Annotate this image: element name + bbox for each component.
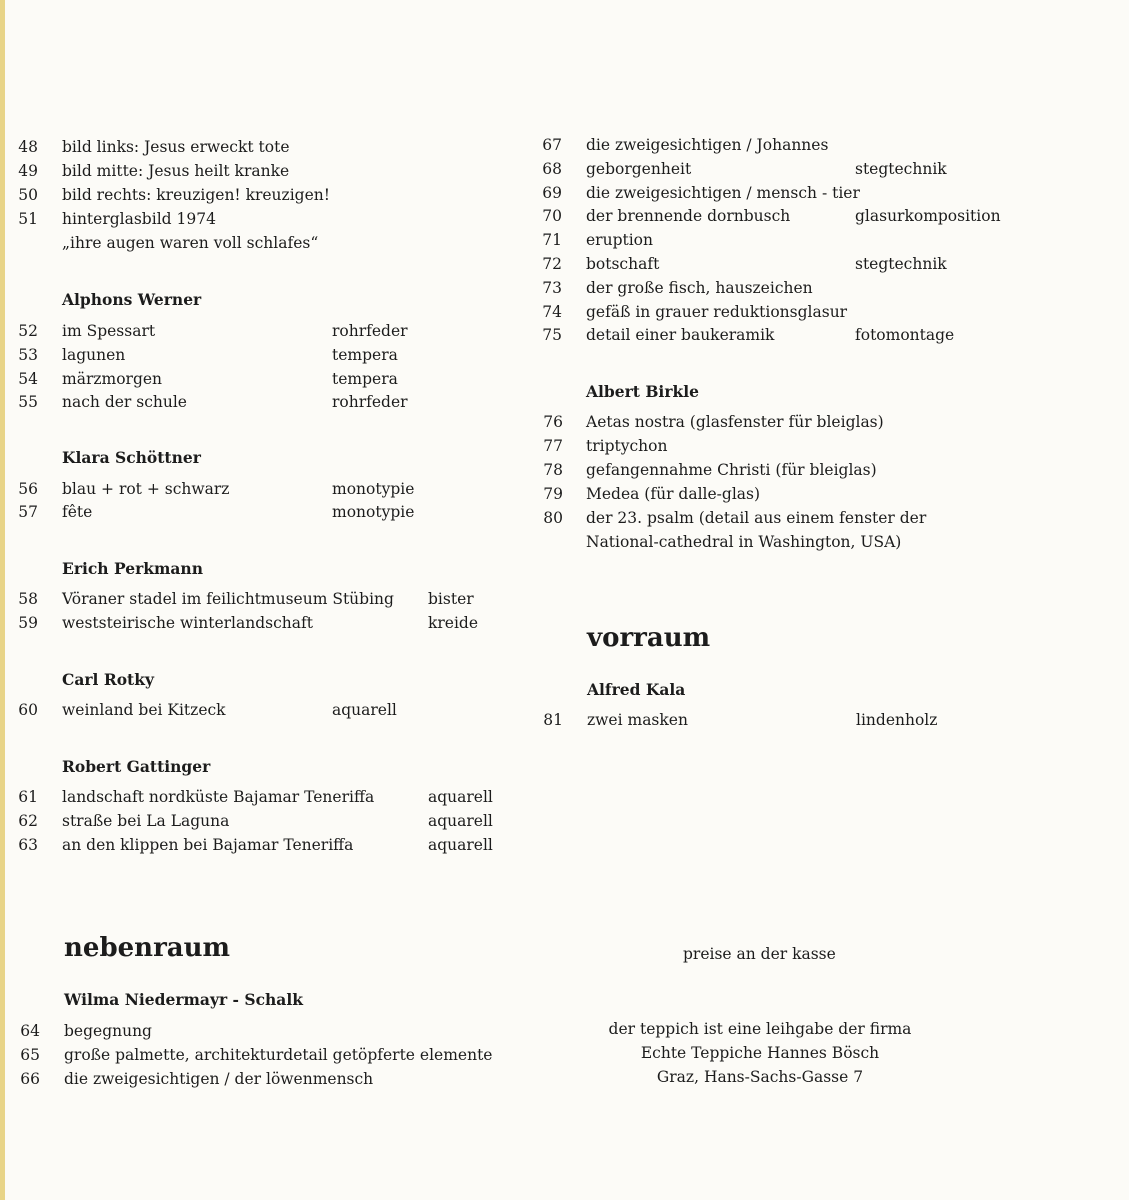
entry-title: botschaft xyxy=(586,255,660,273)
entry-number: 53 xyxy=(18,346,38,364)
entry-title: begegnung xyxy=(64,1022,152,1040)
artist-name: Albert Birkle xyxy=(586,382,699,401)
entry-title: der brennende dornbusch xyxy=(586,207,791,225)
artist-name: Alfred Kala xyxy=(587,680,686,699)
entry-number: 54 xyxy=(18,370,38,388)
artist-name: Robert Gattinger xyxy=(62,757,211,776)
entry-number: 57 xyxy=(18,503,38,521)
entry-title: geborgenheit xyxy=(586,160,692,178)
entry-title: zwei masken xyxy=(587,711,688,729)
entry-medium: stegtechnik xyxy=(855,255,947,273)
entry-title: straße bei La Laguna xyxy=(62,812,230,830)
entry-number: 49 xyxy=(18,162,38,180)
entry-title: Aetas nostra (glasfenster für bleiglas) xyxy=(586,413,884,431)
entry-number: 48 xyxy=(18,138,38,156)
entry-number: 81 xyxy=(543,711,563,729)
entry-medium: aquarell xyxy=(428,788,493,806)
entry-number: 71 xyxy=(542,231,562,249)
credit-line: Graz, Hans-Sachs-Gasse 7 xyxy=(656,1068,864,1086)
section-heading: nebenraum xyxy=(64,933,231,963)
entry-title: bild links: Jesus erweckt tote xyxy=(62,138,290,156)
entry-title-continuation: National-cathedral in Washington, USA) xyxy=(586,533,902,551)
artist-name: Klara Schöttner xyxy=(62,448,201,467)
entry-title: Medea (für dalle-glas) xyxy=(586,485,761,503)
entry-title: weinland bei Kitzeck xyxy=(62,701,226,719)
entry-title: bild rechts: kreuzigen! kreuzigen! xyxy=(62,186,330,204)
entry-number: 76 xyxy=(543,413,563,431)
entry-title: fête xyxy=(62,503,93,521)
entry-medium: aquarell xyxy=(428,836,493,854)
entry-number: 58 xyxy=(18,590,38,608)
entry-number: 67 xyxy=(542,136,562,154)
entry-title: blau + rot + schwarz xyxy=(62,480,230,498)
entry-title: Vöraner stadel im feilichtmuseum Stübing xyxy=(62,590,394,608)
entry-medium: aquarell xyxy=(428,812,493,830)
entry-number: 77 xyxy=(543,437,563,455)
credit-line: der teppich ist eine leihgabe der firma xyxy=(608,1020,912,1038)
entry-medium: monotypie xyxy=(332,503,415,521)
entry-number: 78 xyxy=(543,461,563,479)
entry-number: 52 xyxy=(18,322,38,340)
artist-name: Wilma Niedermayr - Schalk xyxy=(64,990,303,1009)
entry-medium: monotypie xyxy=(332,480,415,498)
entry-number: 70 xyxy=(542,207,562,225)
entry-number: 63 xyxy=(18,836,38,854)
entry-number: 72 xyxy=(542,255,562,273)
entry-number: 74 xyxy=(542,303,562,321)
entry-medium: lindenholz xyxy=(856,711,938,729)
entry-number: 79 xyxy=(543,485,563,503)
entry-title: im Spessart xyxy=(62,322,156,340)
entry-medium: aquarell xyxy=(332,701,397,719)
entry-number: 68 xyxy=(542,160,562,178)
credit-line: Echte Teppiche Hannes Bösch xyxy=(640,1044,880,1062)
entry-title: weststeirische winterlandschaft xyxy=(62,614,313,632)
entry-number: 61 xyxy=(18,788,38,806)
entry-title: landschaft nordküste Bajamar Teneriffa xyxy=(62,788,375,806)
entry-medium: rohrfeder xyxy=(332,322,408,340)
page-edge xyxy=(0,0,5,1200)
entry-title: hinterglasbild 1974 xyxy=(62,210,216,228)
entry-title: gefäß in grauer reduktionsglasur xyxy=(586,303,848,321)
entry-number: 51 xyxy=(18,210,38,228)
entry-subtitle-quote: „ihre augen waren voll schlafes“ xyxy=(62,234,319,252)
entry-number: 62 xyxy=(18,812,38,830)
entry-title: detail einer baukeramik xyxy=(586,326,775,344)
entry-title: lagunen xyxy=(62,346,126,364)
artist-name: Alphons Werner xyxy=(62,290,202,309)
entry-number: 59 xyxy=(18,614,38,632)
entry-medium: tempera xyxy=(332,370,398,388)
entry-title: die zweigesichtigen / Johannes xyxy=(586,136,829,154)
artist-name: Erich Perkmann xyxy=(62,559,203,578)
entry-number: 73 xyxy=(542,279,562,297)
entry-medium: bister xyxy=(428,590,474,608)
entry-medium: stegtechnik xyxy=(855,160,947,178)
section-heading: vorraum xyxy=(587,623,711,653)
entry-medium: tempera xyxy=(332,346,398,364)
entry-number: 75 xyxy=(542,326,562,344)
entry-title: gefangennahme Christi (für bleiglas) xyxy=(586,461,877,479)
entry-number: 69 xyxy=(542,184,562,202)
entry-title: die zweigesichtigen / der löwenmensch xyxy=(64,1070,374,1088)
entry-number: 55 xyxy=(18,393,38,411)
entry-number: 65 xyxy=(20,1046,40,1064)
entry-medium: glasurkomposition xyxy=(855,207,1001,225)
entry-title: triptychon xyxy=(586,437,668,455)
entry-title: große palmette, architekturdetail getöpferte elemente xyxy=(64,1046,493,1064)
entry-number: 66 xyxy=(20,1070,40,1088)
entry-title: an den klippen bei Bajamar Teneriffa xyxy=(62,836,354,854)
entry-medium: rohrfeder xyxy=(332,393,408,411)
entry-number: 80 xyxy=(543,509,563,527)
entry-title: der 23. psalm (detail aus einem fenster der xyxy=(586,509,927,527)
entry-number: 64 xyxy=(20,1022,40,1040)
entry-title: märzmorgen xyxy=(62,370,163,388)
entry-medium: fotomontage xyxy=(855,326,955,344)
entry-title: der große fisch, hauszeichen xyxy=(586,279,813,297)
entry-number: 56 xyxy=(18,480,38,498)
entry-number: 60 xyxy=(18,701,38,719)
artist-name: Carl Rotky xyxy=(62,670,154,689)
entry-title: eruption xyxy=(586,231,653,249)
entry-title: bild mitte: Jesus heilt kranke xyxy=(62,162,290,180)
entry-number: 50 xyxy=(18,186,38,204)
prices-note: preise an der kasse xyxy=(683,945,836,963)
entry-medium: kreide xyxy=(428,614,479,632)
entry-title: nach der schule xyxy=(62,393,187,411)
entry-title: die zweigesichtigen / mensch - tier xyxy=(586,184,860,202)
